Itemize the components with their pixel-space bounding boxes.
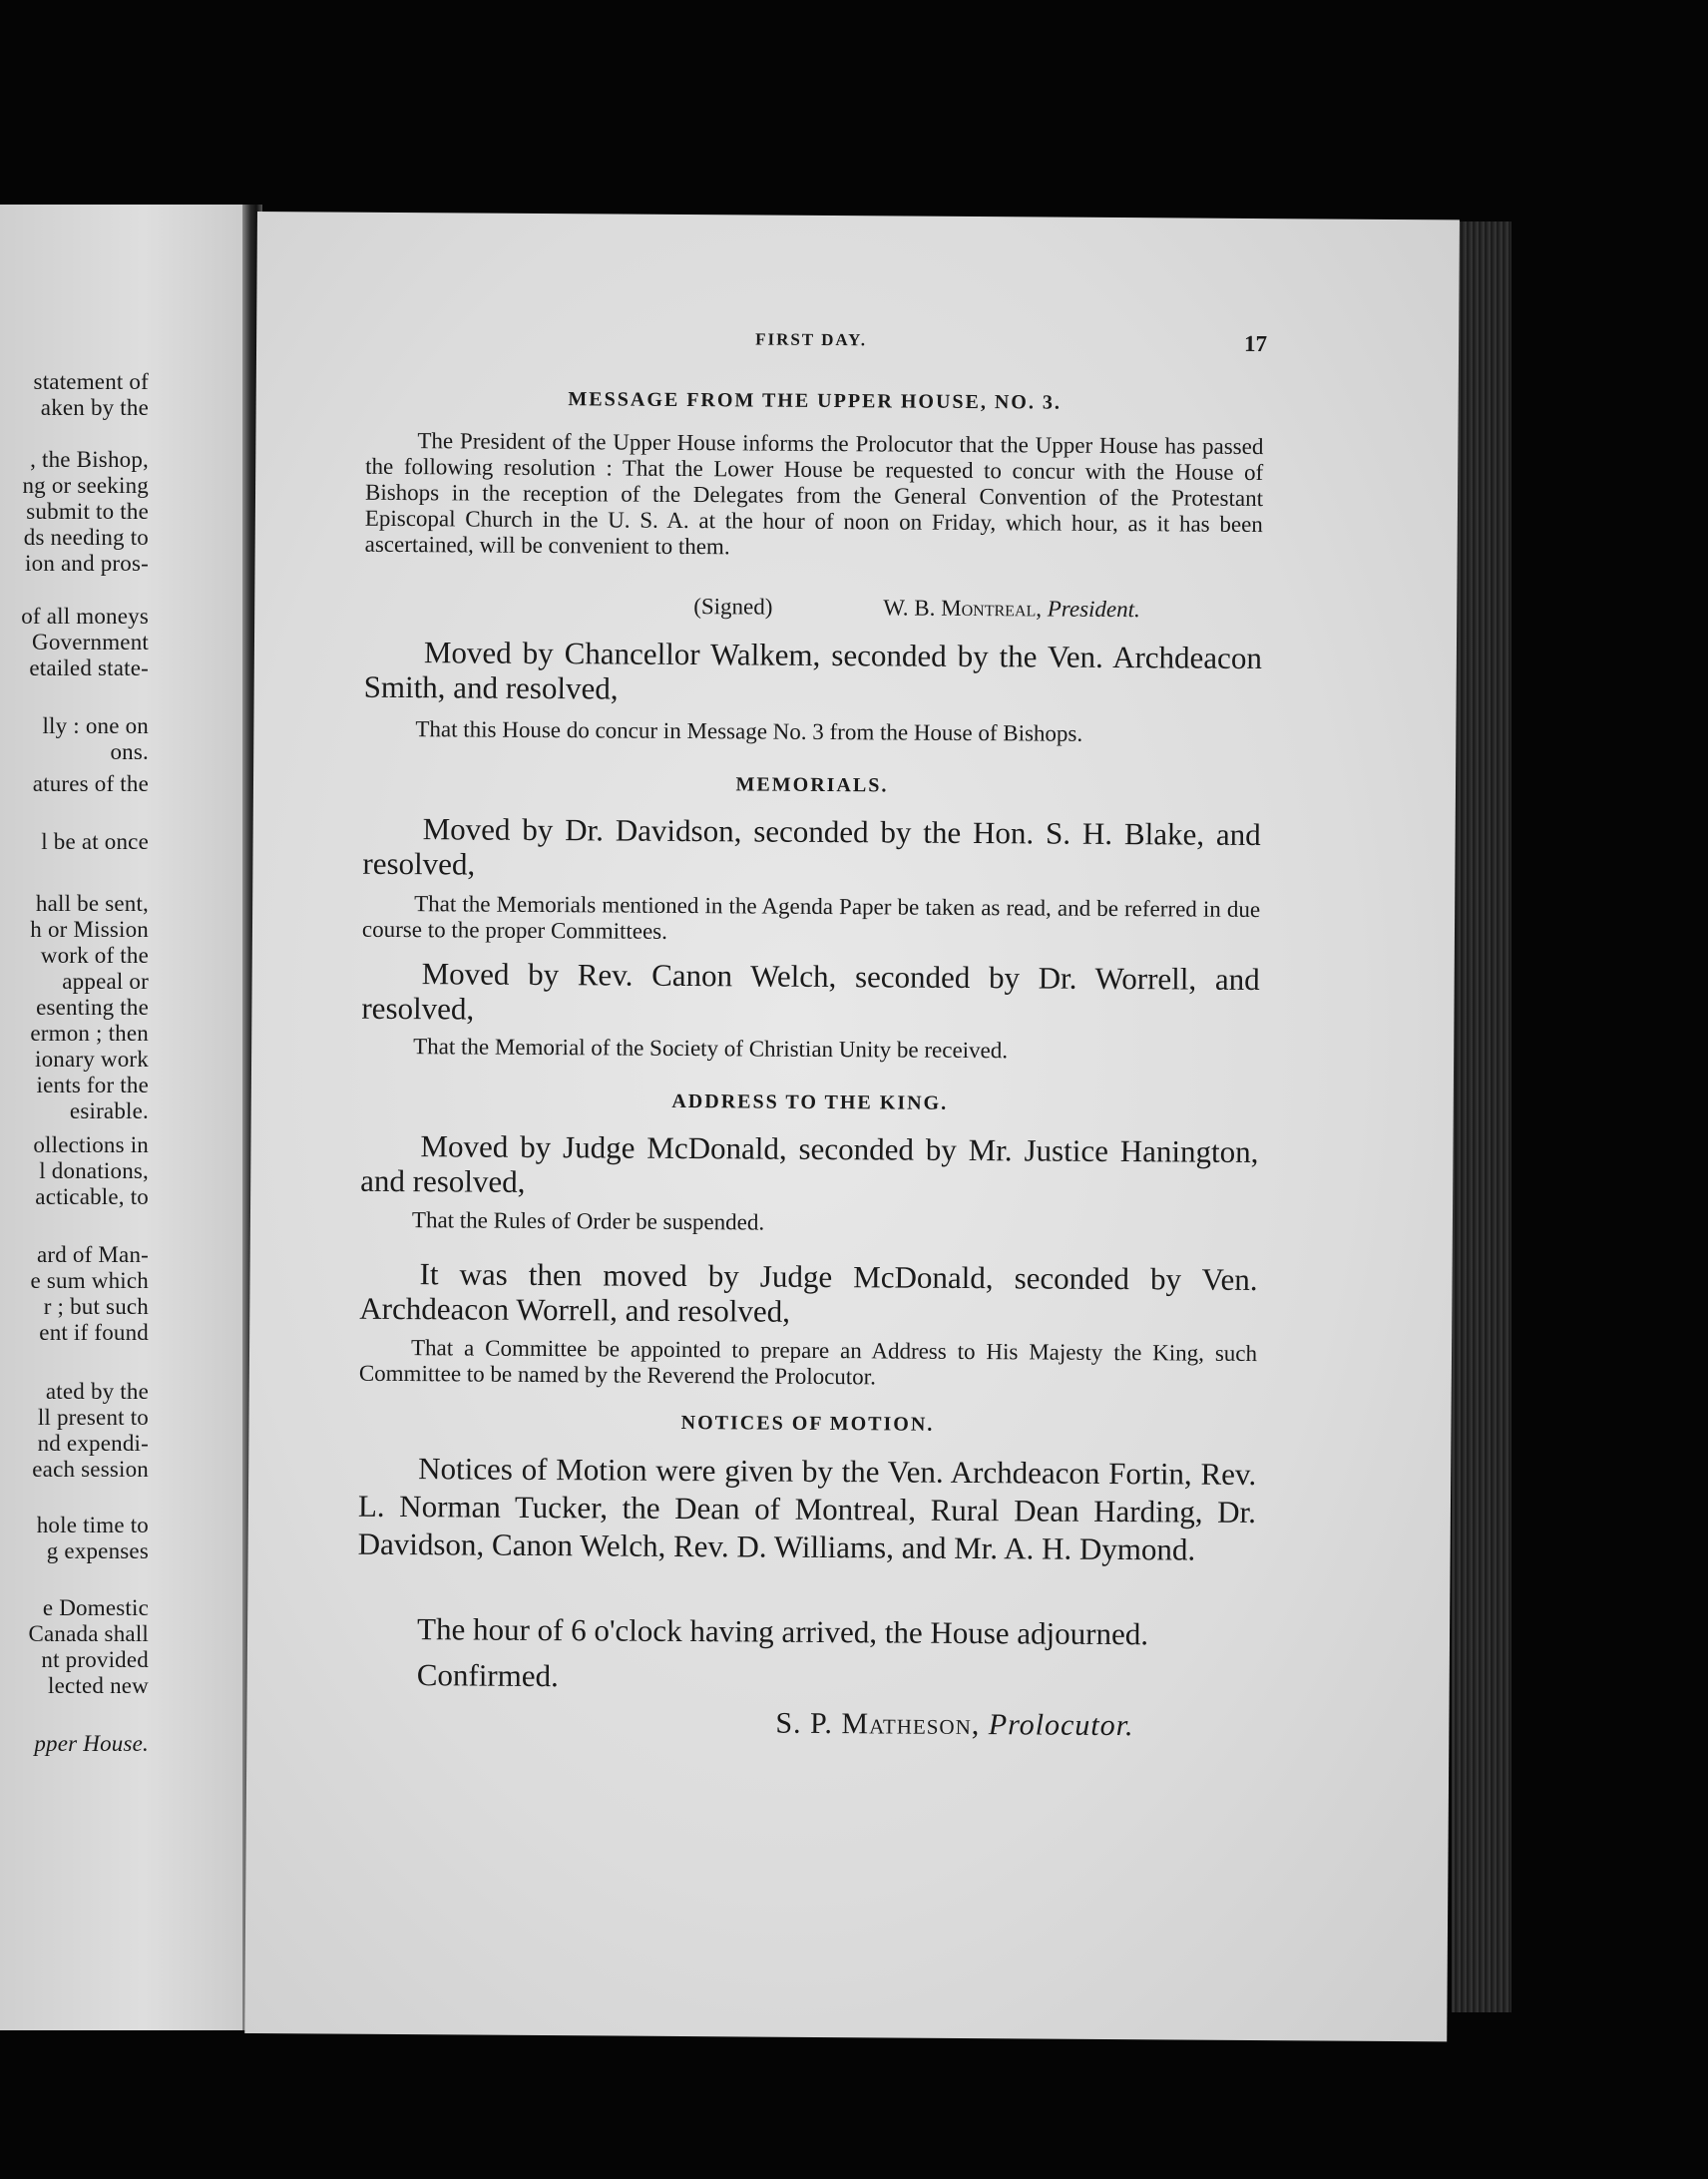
- left-fragment-line: ated by the: [45, 1379, 149, 1404]
- left-fragment-line: ollections in: [33, 1132, 149, 1157]
- left-fragment-line: g expenses: [46, 1538, 149, 1563]
- section-heading-address: ADDRESS TO THE KING.: [671, 1090, 949, 1114]
- signer-name: W. B. Montreal,: [883, 595, 1043, 622]
- left-fragment-line: ion and pros-: [25, 551, 149, 576]
- left-fragment-line: lected new: [48, 1673, 149, 1698]
- confirmed-line: Confirmed.: [416, 1657, 559, 1694]
- motion-walkem: Moved by Chancellor Walkem, seconded by the Ven. Archdeacon Smith, and resolved,: [363, 635, 1263, 706]
- prolocutor-name: S. P. Matheson,: [775, 1706, 981, 1742]
- left-fragment-line: h or Mission: [30, 917, 149, 942]
- left-fragment-line: lly : one on: [42, 713, 149, 738]
- left-fragment-line: ionary work: [35, 1047, 149, 1072]
- left-fragment-line: e Domestic: [42, 1595, 149, 1620]
- left-fragment-line: work of the: [40, 943, 149, 968]
- page-body: [355, 213, 1268, 1915]
- motion-welch: Moved by Rev. Canon Welch, seconded by Dr. Worrell, and resolved,: [361, 956, 1260, 1027]
- adjourned-line: The hour of 6 o'clock having arrived, the House adjourned.: [416, 1611, 1149, 1652]
- left-fragment-line: esenting the: [36, 995, 149, 1020]
- left-fragment-line: appeal or: [62, 969, 149, 994]
- left-fragment-line: , the Bishop,: [30, 447, 149, 472]
- left-fragment-line: r ; but such: [43, 1294, 149, 1319]
- left-fragment-line: ds needing to: [23, 525, 149, 550]
- left-fragment-line: statement of: [33, 369, 149, 394]
- left-fragment-line: atures of the: [32, 771, 149, 796]
- signed-label: (Signed): [693, 594, 773, 620]
- left-fragment-line: ent if found: [39, 1320, 149, 1345]
- page-number: 17: [1244, 330, 1268, 357]
- left-fragment-line: ients for the: [36, 1073, 149, 1097]
- book-page: [244, 212, 1460, 2041]
- left-fragment-line: nt provided: [41, 1647, 149, 1672]
- left-page-fragment: [0, 205, 261, 2030]
- left-fragment-line: l be at once: [41, 829, 149, 854]
- message-body: The President of the Upper House informs the Prolocutor that the Upper House has passed the following resolution : That the Lower House be requested to concur with the House of Bishops in the reception of the Delegates from the General Convention of the Protestant Episcopal Church in the U. S. A. at the hour of noon on Friday, which hour, as it has been ascertained, will be convenient to them.: [364, 428, 1264, 560]
- section-heading-memorials: MEMORIALS.: [735, 773, 889, 797]
- left-fragment-line: nd expendi-: [37, 1431, 149, 1456]
- left-fragment-line: Government: [32, 630, 149, 654]
- prolocutor-signature: [775, 1707, 1133, 1744]
- resolution-christian-unity: That the Memorial of the Society of Christian Unity be received.: [413, 1034, 1009, 1064]
- left-fragment-line: esirable.: [69, 1098, 149, 1123]
- left-fragment-line: ng or seeking: [22, 473, 149, 498]
- left-fragment-line: ll present to: [37, 1405, 149, 1430]
- resolution-rules-suspended: That the Rules of Order be suspended.: [411, 1207, 765, 1235]
- left-fragment-line: hall be sent,: [35, 891, 149, 916]
- resolution-concur: That this House do concur in Message No. 3 from the House of Bishops.: [415, 716, 1083, 746]
- left-fragment-line: ons.: [110, 739, 149, 764]
- left-fragment-line: ard of Man-: [36, 1242, 149, 1267]
- signer: [883, 595, 1140, 623]
- notices-body: Notices of Motion were given by the Ven. Archdeacon Fortin, Rev. L. Norman Tucker, the Dean of Montreal, Rural Dean Harding, Dr. Davidson, Canon Welch, Rev. D. Williams, and Mr. A. H. Dymond.: [357, 1451, 1257, 1567]
- resolution-committee: That a Committee be appointed to prepare an Address to His Majesty the King, such Committee to be named by the Reverend the Prolocutor.: [358, 1335, 1258, 1390]
- left-fragment-line: ermon ; then: [30, 1021, 149, 1046]
- resolution-memorials: That the Memorials mentioned in the Agenda Paper be taken as read, and be referred in due course to the proper Committees.: [361, 891, 1261, 944]
- page-edges: [1452, 221, 1511, 2012]
- left-fragment-line: etailed state-: [29, 655, 149, 680]
- left-fragment-line: of all moneys: [21, 604, 149, 629]
- signer-title: President.: [1047, 596, 1140, 623]
- left-fragment-line: submit to the: [26, 499, 149, 524]
- left-fragment-line: e sum which: [30, 1268, 149, 1293]
- motion-mcdonald-2: It was then moved by Judge McDonald, seconded by Ven. Archdeacon Worrell, and resolved,: [359, 1256, 1258, 1329]
- left-fragment-line: hole time to: [36, 1513, 149, 1537]
- left-fragment-line: Canada shall: [28, 1621, 149, 1646]
- signature-line: [364, 592, 1262, 623]
- motion-davidson: Moved by Dr. Davidson, seconded by the Hon. S. H. Blake, and resolved,: [362, 811, 1261, 882]
- left-fragment-line: pper House.: [34, 1731, 149, 1756]
- left-fragment-line: acticable, to: [35, 1184, 149, 1209]
- prolocutor-title: Prolocutor.: [988, 1708, 1134, 1743]
- left-fragment-line: each session: [32, 1457, 149, 1482]
- motion-mcdonald: Moved by Judge McDonald, seconded by Mr. Justice Hanington, and resolved,: [360, 1128, 1259, 1199]
- left-fragment-line: aken by the: [40, 395, 149, 420]
- left-fragment-line: l donations,: [39, 1158, 149, 1183]
- running-head: FIRST DAY.: [755, 329, 868, 350]
- section-heading-notices: NOTICES OF MOTION.: [680, 1411, 935, 1436]
- section-heading-message: MESSAGE FROM THE UPPER HOUSE, NO. 3.: [568, 388, 1062, 414]
